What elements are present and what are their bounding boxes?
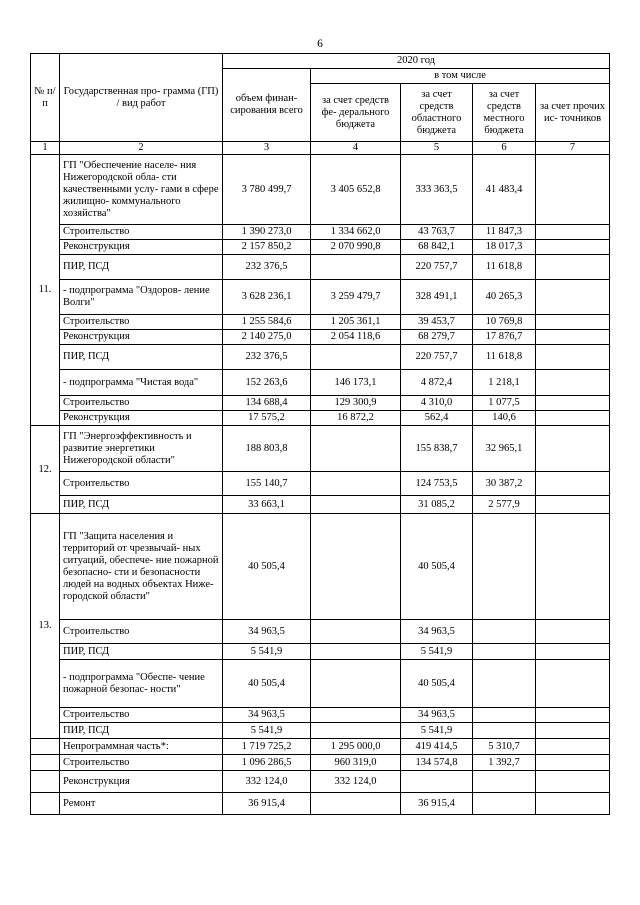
table-row xyxy=(31,514,610,620)
cell-federal xyxy=(311,514,401,620)
row-label: Строительство xyxy=(60,472,223,496)
cell-regional: 4 310,0 xyxy=(401,396,473,411)
cell-total: 1 096 286,5 xyxy=(223,755,311,771)
cell-regional: 68 279,7 xyxy=(401,330,473,345)
cell-other xyxy=(536,708,610,723)
cell-local xyxy=(473,514,536,620)
cell-federal xyxy=(311,644,401,660)
cell-total: 232 376,5 xyxy=(223,345,311,370)
cell-total: 36 915,4 xyxy=(223,793,311,815)
column-numbers-row xyxy=(31,142,610,155)
cell-other xyxy=(536,370,610,396)
cell-regional: 328 491,1 xyxy=(401,280,473,315)
cell-total: 5 541,9 xyxy=(223,723,311,739)
table-row xyxy=(31,315,610,330)
cell-other xyxy=(536,793,610,815)
cell-local: 140,6 xyxy=(473,411,536,426)
header-total: объем финан- сирования всего xyxy=(223,69,311,142)
cell-regional: 562,4 xyxy=(401,411,473,426)
row-number: 11. xyxy=(31,155,60,426)
cell-other xyxy=(536,496,610,514)
cell-total: 152 263,6 xyxy=(223,370,311,396)
cell-regional: 220 757,7 xyxy=(401,345,473,370)
row-label: Строительство xyxy=(60,755,223,771)
cell-other xyxy=(536,315,610,330)
row-label: Строительство xyxy=(60,620,223,644)
row-label: Реконструкция xyxy=(60,330,223,345)
cell-local xyxy=(473,723,536,739)
cell-local: 11 618,8 xyxy=(473,255,536,280)
row-label: - подпрограмма "Обеспе- чение пожарной безопас- ности" xyxy=(60,660,223,708)
column-number: 3 xyxy=(223,142,311,155)
cell-local: 41 483,4 xyxy=(473,155,536,225)
cell-other xyxy=(536,280,610,315)
cell-federal: 1 205 361,1 xyxy=(311,315,401,330)
row-label: Строительство xyxy=(60,225,223,240)
cell-total: 1 255 584,6 xyxy=(223,315,311,330)
header-regional: за счет средств областного бюджета xyxy=(401,84,473,142)
table-row xyxy=(31,240,610,255)
cell-total: 33 663,1 xyxy=(223,496,311,514)
cell-federal: 3 259 479,7 xyxy=(311,280,401,315)
cell-total: 3 628 236,1 xyxy=(223,280,311,315)
cell-total: 1 390 273,0 xyxy=(223,225,311,240)
cell-local: 30 387,2 xyxy=(473,472,536,496)
page-number: 6 xyxy=(317,38,323,50)
cell-total: 17 575,2 xyxy=(223,411,311,426)
row-label: Строительство xyxy=(60,315,223,330)
cell-local xyxy=(473,708,536,723)
cell-other xyxy=(536,660,610,708)
cell-federal xyxy=(311,496,401,514)
cell-other xyxy=(536,644,610,660)
header-row-number: № п/ п xyxy=(31,54,60,142)
cell-federal: 2 054 118,6 xyxy=(311,330,401,345)
cell-regional: 155 838,7 xyxy=(401,426,473,472)
cell-federal xyxy=(311,660,401,708)
cell-regional: 68 842,1 xyxy=(401,240,473,255)
cell-other xyxy=(536,155,610,225)
row-number xyxy=(31,755,60,771)
cell-other xyxy=(536,255,610,280)
cell-federal xyxy=(311,723,401,739)
cell-other xyxy=(536,739,610,755)
cell-total: 188 803,8 xyxy=(223,426,311,472)
cell-regional: 39 453,7 xyxy=(401,315,473,330)
cell-local xyxy=(473,644,536,660)
cell-federal xyxy=(311,255,401,280)
cell-regional: 134 574,8 xyxy=(401,755,473,771)
cell-other xyxy=(536,240,610,255)
cell-federal xyxy=(311,426,401,472)
row-label: ПИР, ПСД xyxy=(60,496,223,514)
cell-regional: 31 085,2 xyxy=(401,496,473,514)
cell-local xyxy=(473,620,536,644)
cell-local: 11 618,8 xyxy=(473,345,536,370)
cell-total: 2 157 850,2 xyxy=(223,240,311,255)
cell-total: 134 688,4 xyxy=(223,396,311,411)
row-label: Строительство xyxy=(60,396,223,411)
cell-federal: 2 070 990,8 xyxy=(311,240,401,255)
cell-federal: 1 334 662,0 xyxy=(311,225,401,240)
row-label: ГП "Защита населения и территорий от чрезвычай- ных ситуаций, обеспече- ние пожарной безопасно- сти и безопасности людей на водных объектах Ниже- городской области" xyxy=(60,514,223,620)
cell-other xyxy=(536,345,610,370)
cell-federal: 16 872,2 xyxy=(311,411,401,426)
cell-regional: 34 963,5 xyxy=(401,708,473,723)
cell-regional: 40 505,4 xyxy=(401,514,473,620)
cell-federal: 1 295 000,0 xyxy=(311,739,401,755)
cell-local: 1 218,1 xyxy=(473,370,536,396)
cell-regional: 220 757,7 xyxy=(401,255,473,280)
row-number xyxy=(31,771,60,793)
cell-total: 332 124,0 xyxy=(223,771,311,793)
cell-federal xyxy=(311,472,401,496)
cell-federal xyxy=(311,708,401,723)
header-other: за счет прочих ис- точников xyxy=(536,84,610,142)
table-row xyxy=(31,620,610,644)
cell-local xyxy=(473,793,536,815)
cell-total: 3 780 499,7 xyxy=(223,155,311,225)
cell-other xyxy=(536,396,610,411)
table-row xyxy=(31,370,610,396)
column-number: 4 xyxy=(311,142,401,155)
table-row xyxy=(31,330,610,345)
row-number xyxy=(31,739,60,755)
cell-local: 32 965,1 xyxy=(473,426,536,472)
row-label: - подпрограмма "Оздоров- ление Волги" xyxy=(60,280,223,315)
cell-local: 1 077,5 xyxy=(473,396,536,411)
table-row xyxy=(31,793,610,815)
cell-federal xyxy=(311,793,401,815)
cell-regional: 40 505,4 xyxy=(401,660,473,708)
cell-other xyxy=(536,771,610,793)
cell-local: 40 265,3 xyxy=(473,280,536,315)
cell-other xyxy=(536,330,610,345)
cell-other xyxy=(536,426,610,472)
header-local: за счет средств местного бюджета xyxy=(473,84,536,142)
cell-total: 34 963,5 xyxy=(223,708,311,723)
row-label: Ремонт xyxy=(60,793,223,815)
header-program: Государственная про- грамма (ГП) / вид работ xyxy=(60,54,223,142)
table-body xyxy=(31,155,610,815)
cell-other xyxy=(536,620,610,644)
table-row xyxy=(31,155,610,225)
cell-regional: 43 763,7 xyxy=(401,225,473,240)
cell-other xyxy=(536,472,610,496)
cell-local: 5 310,7 xyxy=(473,739,536,755)
cell-total: 2 140 275,0 xyxy=(223,330,311,345)
column-number: 7 xyxy=(536,142,610,155)
budget-table xyxy=(30,53,610,815)
row-label: ПИР, ПСД xyxy=(60,644,223,660)
table-row xyxy=(31,771,610,793)
cell-federal: 129 300,9 xyxy=(311,396,401,411)
cell-regional: 5 541,9 xyxy=(401,723,473,739)
cell-regional: 36 915,4 xyxy=(401,793,473,815)
table-row xyxy=(31,660,610,708)
row-label: Непрограммная часть*: xyxy=(60,739,223,755)
cell-regional: 34 963,5 xyxy=(401,620,473,644)
row-number: 13. xyxy=(31,514,60,739)
table-row xyxy=(31,396,610,411)
cell-other xyxy=(536,755,610,771)
header-year: 2020 год xyxy=(223,54,610,69)
row-label: ПИР, ПСД xyxy=(60,255,223,280)
column-number: 5 xyxy=(401,142,473,155)
table-row xyxy=(31,496,610,514)
cell-local xyxy=(473,771,536,793)
table-row xyxy=(31,426,610,472)
header-including: в том числе xyxy=(311,69,610,84)
cell-federal: 960 319,0 xyxy=(311,755,401,771)
table-row xyxy=(31,280,610,315)
row-label: ГП "Энергоэффективность и развитие энергетики Нижегородской области" xyxy=(60,426,223,472)
row-label: Реконструкция xyxy=(60,411,223,426)
cell-regional: 5 541,9 xyxy=(401,644,473,660)
cell-local: 10 769,8 xyxy=(473,315,536,330)
table-row xyxy=(31,255,610,280)
cell-federal: 3 405 652,8 xyxy=(311,155,401,225)
cell-local: 1 392,7 xyxy=(473,755,536,771)
row-label: Реконструкция xyxy=(60,771,223,793)
cell-local: 17 876,7 xyxy=(473,330,536,345)
table-row xyxy=(31,472,610,496)
cell-federal xyxy=(311,345,401,370)
table-row xyxy=(31,644,610,660)
table-row xyxy=(31,723,610,739)
row-label: ГП "Обеспечение населе- ния Нижегородской обла- сти качественными услу- гами в сфере жилищно- коммунального хозяйства" xyxy=(60,155,223,225)
cell-total: 34 963,5 xyxy=(223,620,311,644)
cell-other xyxy=(536,225,610,240)
cell-total: 40 505,4 xyxy=(223,514,311,620)
cell-local: 18 017,3 xyxy=(473,240,536,255)
cell-other xyxy=(536,514,610,620)
row-label: Реконструкция xyxy=(60,240,223,255)
cell-regional: 419 414,5 xyxy=(401,739,473,755)
table-row xyxy=(31,411,610,426)
header-federal: за счет средств фе- дерального бюджета xyxy=(311,84,401,142)
cell-total: 1 719 725,2 xyxy=(223,739,311,755)
cell-federal: 332 124,0 xyxy=(311,771,401,793)
table-row xyxy=(31,225,610,240)
cell-federal: 146 173,1 xyxy=(311,370,401,396)
row-number: 12. xyxy=(31,426,60,514)
cell-total: 155 140,7 xyxy=(223,472,311,496)
cell-total: 232 376,5 xyxy=(223,255,311,280)
cell-other xyxy=(536,723,610,739)
cell-total: 5 541,9 xyxy=(223,644,311,660)
cell-regional xyxy=(401,771,473,793)
cell-local: 11 847,3 xyxy=(473,225,536,240)
table-row xyxy=(31,755,610,771)
cell-other xyxy=(536,411,610,426)
cell-federal xyxy=(311,620,401,644)
row-label: - подпрограмма "Чистая вода" xyxy=(60,370,223,396)
cell-local xyxy=(473,660,536,708)
cell-local: 2 577,9 xyxy=(473,496,536,514)
column-number: 6 xyxy=(473,142,536,155)
cell-regional: 4 872,4 xyxy=(401,370,473,396)
column-number: 1 xyxy=(31,142,60,155)
cell-regional: 124 753,5 xyxy=(401,472,473,496)
table-row xyxy=(31,708,610,723)
table-row xyxy=(31,739,610,755)
cell-total: 40 505,4 xyxy=(223,660,311,708)
cell-regional: 333 363,5 xyxy=(401,155,473,225)
row-number xyxy=(31,793,60,815)
table-row xyxy=(31,345,610,370)
column-number: 2 xyxy=(60,142,223,155)
row-label: Строительство xyxy=(60,708,223,723)
row-label: ПИР, ПСД xyxy=(60,723,223,739)
row-label: ПИР, ПСД xyxy=(60,345,223,370)
